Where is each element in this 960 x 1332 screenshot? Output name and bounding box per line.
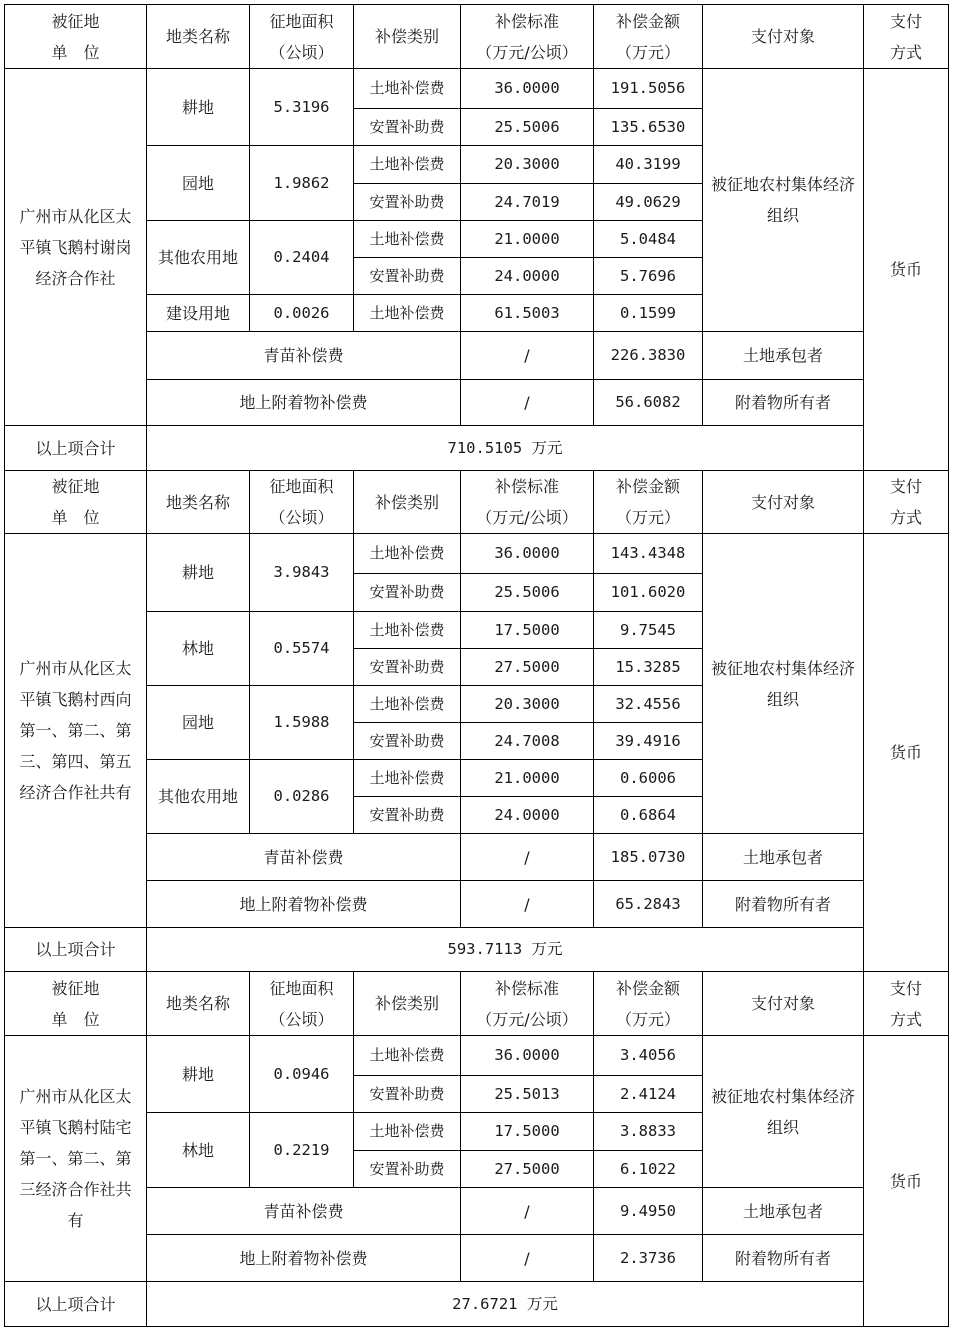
land-area: 1.5988	[250, 686, 354, 760]
total-row	[5, 426, 949, 471]
comp-standard: 21.0000	[461, 760, 594, 797]
header-line: 单 位	[51, 1009, 100, 1029]
land-area: 0.2219	[250, 1113, 354, 1188]
header-line: 支付	[889, 477, 922, 496]
comp-standard: 36.0000	[461, 69, 594, 109]
comp-standard: 27.5000	[461, 1151, 594, 1188]
comp-type: 安置补助费	[354, 184, 461, 221]
header-amount	[594, 972, 703, 1036]
extra-payee: 附着物所有者	[703, 881, 864, 928]
comp-type: 安置补助费	[354, 574, 461, 612]
comp-standard: 24.0000	[461, 258, 594, 295]
comp-amount: 101.6020	[594, 574, 703, 612]
header-line: 被征地	[51, 11, 100, 31]
comp-amount: 5.7696	[594, 258, 703, 295]
comp-standard: 17.5000	[461, 612, 594, 649]
comp-standard: 61.5003	[461, 295, 594, 332]
extra-amount: 9.4950	[594, 1188, 703, 1235]
pay-method: 货币	[864, 1036, 949, 1327]
comp-type: 安置补助费	[354, 1076, 461, 1113]
comp-amount: 40.3199	[594, 146, 703, 184]
total-value: 710.5105 万元	[147, 426, 864, 471]
land-area: 0.0286	[250, 760, 354, 834]
header-line: 补偿标准	[494, 978, 559, 998]
comp-standard: 36.0000	[461, 1036, 594, 1076]
header-land-type: 地类名称	[147, 471, 250, 534]
comp-standard: 24.0000	[461, 797, 594, 834]
comp-standard: 20.3000	[461, 146, 594, 184]
comp-type: 安置补助费	[354, 723, 461, 760]
extra-amount: 2.3736	[594, 1235, 703, 1282]
extra-payee: 附着物所有者	[703, 1235, 864, 1282]
land-area: 1.9862	[250, 146, 354, 221]
extra-standard: /	[461, 834, 594, 881]
header-line: 支付	[889, 978, 922, 998]
pay-method: 货币	[864, 69, 949, 471]
extra-row	[5, 1235, 949, 1282]
comp-standard: 24.7019	[461, 184, 594, 221]
header-line: 征地面积	[269, 11, 334, 31]
comp-amount: 135.6530	[594, 109, 703, 146]
comp-standard: 17.5000	[461, 1113, 594, 1151]
comp-type: 安置补助费	[354, 109, 461, 146]
unit-name: 广州市从化区太平镇飞鹅村陆宅第一、第二、第三经济合作社共有	[5, 1036, 147, 1282]
comp-amount: 0.6864	[594, 797, 703, 834]
comp-type: 安置补助费	[354, 797, 461, 834]
header-line: （万元）	[615, 42, 680, 62]
land-area: 0.0946	[250, 1036, 354, 1113]
comp-amount: 15.3285	[594, 649, 703, 686]
header-payee: 支付对象	[703, 471, 864, 534]
payee: 被征地农村集体经济组织	[703, 534, 864, 834]
header-line: 补偿金额	[615, 11, 680, 31]
header-row	[5, 5, 949, 69]
extra-standard: /	[461, 881, 594, 928]
extra-payee: 土地承包者	[703, 1188, 864, 1235]
extra-payee: 附着物所有者	[703, 380, 864, 426]
header-line: 支付	[889, 11, 922, 31]
extra-label: 青苗补偿费	[147, 834, 461, 881]
comp-amount: 49.0629	[594, 184, 703, 221]
compensation-document	[4, 4, 949, 1327]
land-type: 林地	[147, 1113, 250, 1188]
comp-amount: 0.6006	[594, 760, 703, 797]
comp-amount: 32.4556	[594, 686, 703, 723]
header-amount	[594, 5, 703, 69]
extra-label: 青苗补偿费	[147, 332, 461, 380]
comp-amount: 2.4124	[594, 1076, 703, 1113]
header-land-type: 地类名称	[147, 5, 250, 69]
header-method	[864, 5, 949, 69]
header-line: 征地面积	[269, 477, 334, 496]
comp-standard: 20.3000	[461, 686, 594, 723]
header-area	[250, 5, 354, 69]
header-standard	[461, 471, 594, 534]
header-unit	[5, 471, 147, 534]
total-label: 以上项合计	[5, 426, 147, 471]
extra-payee: 土地承包者	[703, 834, 864, 881]
extra-payee: 土地承包者	[703, 332, 864, 380]
land-area: 0.5574	[250, 612, 354, 686]
comp-type: 土地补偿费	[354, 146, 461, 184]
comp-type: 土地补偿费	[354, 612, 461, 649]
comp-standard: 36.0000	[461, 534, 594, 574]
header-payee: 支付对象	[703, 5, 864, 69]
land-area: 0.0026	[250, 295, 354, 332]
total-row	[5, 1282, 949, 1327]
comp-type: 土地补偿费	[354, 686, 461, 723]
comp-amount: 0.1599	[594, 295, 703, 332]
extra-label: 青苗补偿费	[147, 1188, 461, 1235]
extra-standard: /	[461, 1188, 594, 1235]
extra-amount: 56.6082	[594, 380, 703, 426]
extra-label: 地上附着物补偿费	[147, 380, 461, 426]
header-line: （公顷）	[269, 508, 334, 527]
extra-label: 地上附着物补偿费	[147, 881, 461, 928]
header-line: （万元/公顷）	[476, 1009, 578, 1029]
header-payee: 支付对象	[703, 972, 864, 1036]
header-line: 方式	[889, 1009, 922, 1029]
comp-standard: 25.5006	[461, 574, 594, 612]
land-type: 耕地	[147, 534, 250, 612]
land-area: 3.9843	[250, 534, 354, 612]
header-line: （万元/公顷）	[476, 42, 578, 62]
land-type: 耕地	[147, 69, 250, 146]
comp-standard: 25.5006	[461, 109, 594, 146]
land-area: 5.3196	[250, 69, 354, 146]
land-type: 建设用地	[147, 295, 250, 332]
table-row	[5, 69, 949, 109]
header-standard	[461, 5, 594, 69]
comp-amount: 6.1022	[594, 1151, 703, 1188]
payee: 被征地农村集体经济组织	[703, 69, 864, 332]
comp-standard: 25.5013	[461, 1076, 594, 1113]
comp-type: 土地补偿费	[354, 534, 461, 574]
header-line: 方式	[889, 42, 922, 62]
header-area	[250, 972, 354, 1036]
table-row	[5, 1036, 949, 1076]
comp-amount: 9.7545	[594, 612, 703, 649]
header-row	[5, 471, 949, 534]
header-line: 征地面积	[269, 978, 334, 998]
header-amount	[594, 471, 703, 534]
header-standard	[461, 972, 594, 1036]
unit-name: 广州市从化区太平镇飞鹅村谢岗经济合作社	[5, 69, 147, 426]
unit-name: 广州市从化区太平镇飞鹅村西向第一、第二、第三、第四、第五经济合作社共有	[5, 534, 147, 928]
extra-row	[5, 834, 949, 881]
header-line: （公顷）	[269, 1009, 334, 1029]
header-line: 补偿金额	[615, 978, 680, 998]
total-value: 593.7113 万元	[147, 928, 864, 972]
comp-amount: 3.8833	[594, 1113, 703, 1151]
header-line: 单 位	[51, 42, 100, 62]
comp-type: 土地补偿费	[354, 69, 461, 109]
comp-type: 安置补助费	[354, 649, 461, 686]
pay-method: 货币	[864, 534, 949, 972]
header-line: 补偿金额	[615, 477, 680, 496]
extra-label: 地上附着物补偿费	[147, 1235, 461, 1282]
header-line: 被征地	[51, 477, 100, 496]
header-area	[250, 471, 354, 534]
extra-standard: /	[461, 332, 594, 380]
header-line: （万元/公顷）	[476, 508, 578, 527]
header-line: 补偿标准	[494, 11, 559, 31]
extra-standard: /	[461, 380, 594, 426]
extra-standard: /	[461, 1235, 594, 1282]
comp-standard: 24.7008	[461, 723, 594, 760]
header-line: （万元）	[615, 508, 680, 527]
comp-standard: 21.0000	[461, 221, 594, 258]
extra-row	[5, 380, 949, 426]
header-line: （万元）	[615, 1009, 680, 1029]
total-label: 以上项合计	[5, 928, 147, 972]
comp-type: 安置补助费	[354, 1151, 461, 1188]
header-land-type: 地类名称	[147, 972, 250, 1036]
table-row	[5, 534, 949, 574]
comp-type: 土地补偿费	[354, 295, 461, 332]
extra-amount: 226.3830	[594, 332, 703, 380]
total-value: 27.6721 万元	[147, 1282, 864, 1327]
extra-amount: 65.2843	[594, 881, 703, 928]
comp-type: 土地补偿费	[354, 760, 461, 797]
comp-type: 土地补偿费	[354, 1113, 461, 1151]
comp-type: 土地补偿费	[354, 221, 461, 258]
total-label: 以上项合计	[5, 1282, 147, 1327]
header-line: 补偿标准	[494, 477, 559, 496]
comp-amount: 191.5056	[594, 69, 703, 109]
land-area: 0.2404	[250, 221, 354, 295]
land-type: 园地	[147, 146, 250, 221]
header-comp-type: 补偿类别	[354, 972, 461, 1036]
header-method	[864, 471, 949, 534]
comp-type: 土地补偿费	[354, 1036, 461, 1076]
land-type: 园地	[147, 686, 250, 760]
comp-amount: 3.4056	[594, 1036, 703, 1076]
comp-type: 安置补助费	[354, 258, 461, 295]
header-method	[864, 972, 949, 1036]
header-unit	[5, 5, 147, 69]
extra-amount: 185.0730	[594, 834, 703, 881]
extra-row	[5, 881, 949, 928]
header-line: （公顷）	[269, 42, 334, 62]
header-line: 方式	[889, 508, 922, 527]
payee: 被征地农村集体经济组织	[703, 1036, 864, 1188]
comp-amount: 143.4348	[594, 534, 703, 574]
land-type: 其他农用地	[147, 760, 250, 834]
header-line: 被征地	[51, 978, 100, 998]
land-type: 其他农用地	[147, 221, 250, 295]
header-comp-type: 补偿类别	[354, 471, 461, 534]
extra-row	[5, 1188, 949, 1235]
extra-row	[5, 332, 949, 380]
header-unit	[5, 972, 147, 1036]
header-comp-type: 补偿类别	[354, 5, 461, 69]
header-row	[5, 972, 949, 1036]
total-row	[5, 928, 949, 972]
comp-amount: 39.4916	[594, 723, 703, 760]
land-type: 耕地	[147, 1036, 250, 1113]
comp-amount: 5.0484	[594, 221, 703, 258]
header-line: 单 位	[51, 508, 100, 527]
land-type: 林地	[147, 612, 250, 686]
compensation-table	[4, 4, 949, 1327]
comp-standard: 27.5000	[461, 649, 594, 686]
